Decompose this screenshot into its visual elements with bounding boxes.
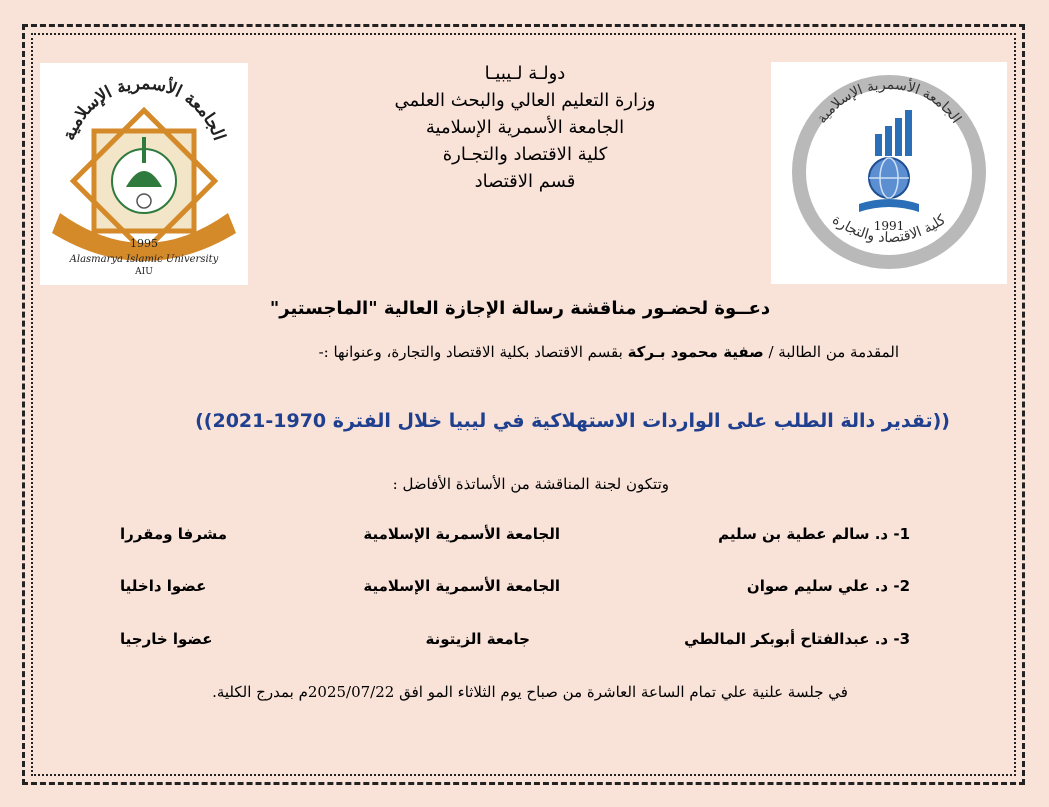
member-university: الجامعة الأسمرية الإسلامية [363,525,560,543]
member-name: 2- د. علي سليم صوان [746,577,910,595]
university-logo [40,63,248,285]
right-logo-year: 1991 [873,219,905,233]
member-role: عضوا خارجيا [120,630,213,648]
left-logo-arc-text: الجامعة الأسمرية الإسلامية [59,73,230,144]
faculty-line: كلية الاقتصاد والتجـارة [442,144,608,165]
department-line: قسم الاقتصاد [474,171,576,192]
invitation-title: دعــوة لحضـور مناقشة رسالة الإجازة العالية "الماجستير" [269,298,771,319]
committee-row [110,525,910,551]
letterhead [300,60,750,195]
university-seal-icon [40,63,248,285]
committee-row [110,577,910,603]
country-line: دولـة لـيبيـا [484,63,566,84]
ministry-line: وزارة التعليم العالي والبحث العلمي [394,90,656,111]
right-logo-arc-bottom: كلية الاقتصاد والتجارة [829,211,949,247]
session-details: في جلسة علنية علي تمام الساعة العاشرة من صباح يوم الثلاثاء المو افق 2025/07/22م بمدرج الكلية. [212,683,848,701]
left-logo-year: 1995 [130,237,158,250]
member-role: عضوا داخليا [120,577,207,595]
member-university: الجامعة الأسمرية الإسلامية [363,577,560,595]
faculty-seal-icon [771,62,1007,284]
committee-intro: وتتكون لجنة المناقشة من الأساتذة الأفاضل : [392,475,669,493]
committee-row [110,630,910,656]
member-role: مشرفا ومقررا [120,525,228,543]
faculty-logo [771,62,1007,284]
student-suffix: بقسم الاقتصاد بكلية الاقتصاد والتجارة، وعنوانها :- [318,343,623,361]
student-line [159,343,899,361]
student-name: صفية محمود بـركة [627,343,764,361]
left-logo-abbr: AIU [135,267,153,277]
member-name: 1- د. سالم عطية بن سليم [718,525,910,543]
university-line: الجامعة الأسمرية الإسلامية [425,117,625,138]
member-university: جامعة الزيتونة [425,630,530,648]
member-name: 3- د. عبدالفتاح أبوبكر المالطي [684,630,910,648]
thesis-title: ((تقدير دالة الطلب على الواردات الاستهلاكية في ليبيا خلال الفترة 1970-2021)) [195,410,950,432]
right-logo-arc-top: الجامعة الأسمرية الإسلامية [813,76,965,127]
student-prefix: المقدمة من الطالبة / [768,343,899,361]
left-logo-english: Alasmarya Islamic University [69,254,219,265]
